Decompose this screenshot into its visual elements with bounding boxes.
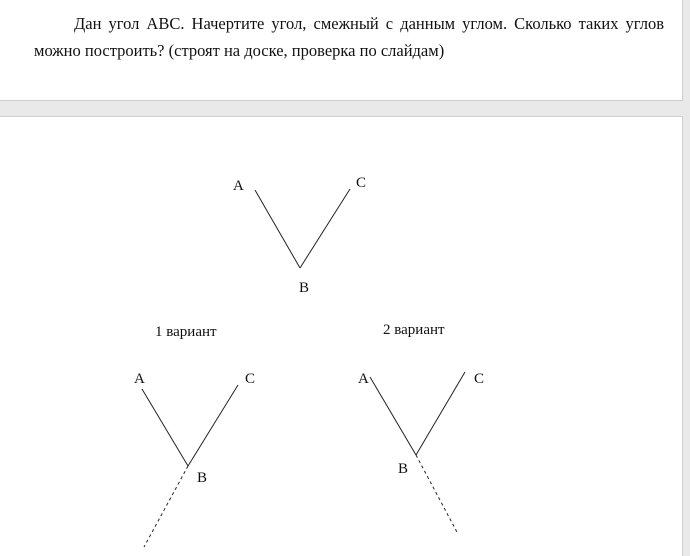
v1-extension-dashed: [144, 466, 188, 547]
task-paragraph: Дан угол ABC. Начертите угол, смежный с данным углом. Сколько таких углов можно построить? (строят на доске, проверка по слайдам): [34, 14, 664, 60]
angle-abc: [233, 175, 366, 296]
v1-ray-ba: [142, 389, 188, 466]
variant-1-title: 1 вариант: [155, 324, 217, 340]
v1-label-a: A: [134, 371, 145, 387]
v1-label-b: B: [197, 470, 208, 486]
variant-2: [358, 322, 484, 534]
v2-ray-ba: [370, 377, 416, 455]
ray-ba: [255, 190, 300, 268]
ray-bc: [300, 189, 350, 268]
v2-ray-bc: [416, 372, 465, 455]
label-c: C: [356, 175, 367, 191]
v2-label-b: B: [398, 461, 409, 477]
label-a: A: [233, 178, 244, 194]
variant-2-title: 2 вариант: [383, 322, 445, 338]
variant-1: [134, 324, 255, 547]
v2-label-c: C: [474, 371, 485, 387]
v1-ray-bc: [188, 385, 238, 466]
v1-label-c: C: [245, 371, 256, 387]
v2-label-a: A: [358, 371, 369, 387]
label-b: B: [299, 280, 310, 296]
v2-extension-dashed: [416, 455, 458, 534]
